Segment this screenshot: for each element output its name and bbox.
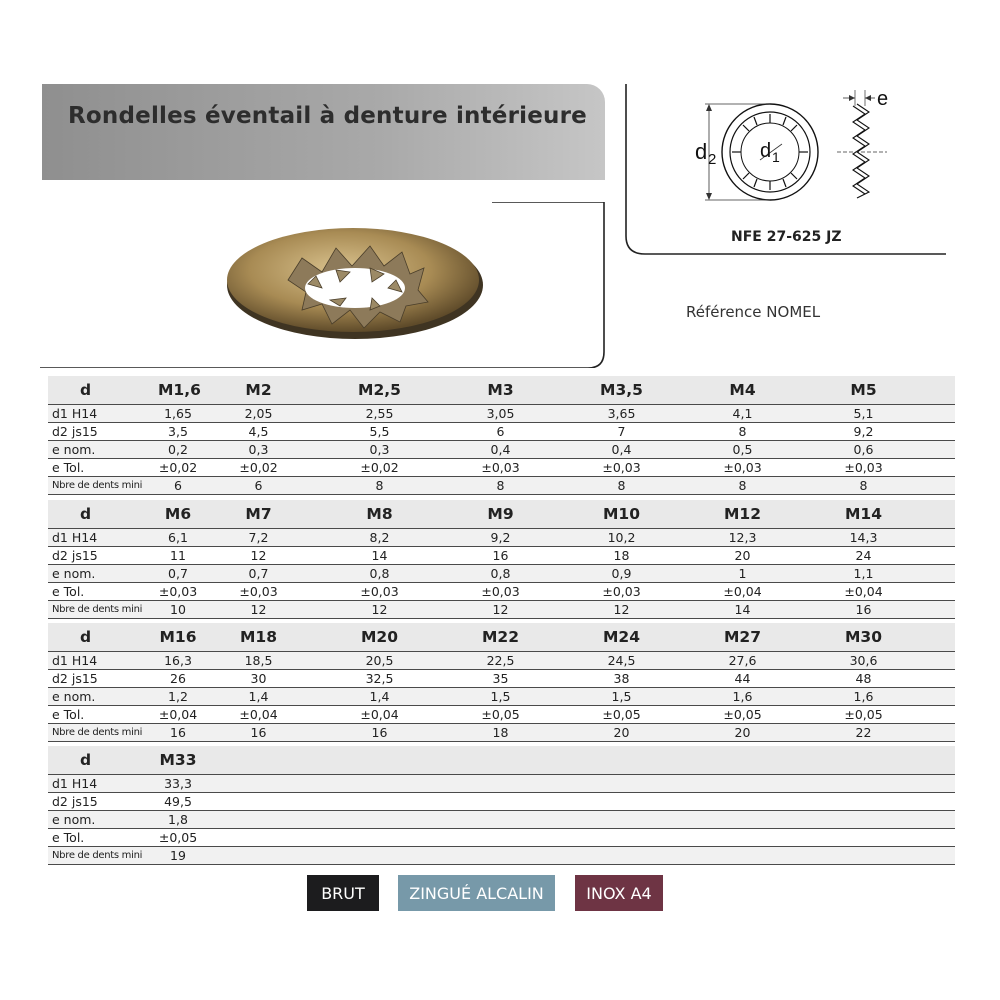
size-header-cell: M18 — [240, 628, 277, 646]
table-cell: 9,2 — [853, 424, 874, 439]
table-cell: 18 — [492, 725, 509, 740]
table-row-d1 — [48, 529, 955, 547]
table-cell: ±0,03 — [602, 460, 641, 475]
table-cell: 1,5 — [611, 689, 632, 704]
table-cell: 0,7 — [168, 566, 188, 581]
table-cell: ±0,02 — [360, 460, 399, 475]
table-row-d1 — [48, 775, 955, 793]
table-cell: 8 — [859, 478, 868, 493]
norm-label: NFE 27-625 JZ — [731, 229, 842, 245]
page-title: Rondelles éventail à denture intérieure — [68, 103, 587, 129]
table-cell: ±0,02 — [158, 460, 198, 475]
row-label-tol: e Tol. — [52, 584, 85, 599]
product-photo-frame — [40, 202, 605, 368]
diagram-e-label: e — [877, 88, 889, 110]
table-cell: 8 — [738, 424, 747, 439]
row-label-e: e nom. — [52, 812, 96, 827]
table-cell: 16,3 — [164, 653, 192, 668]
table-cell: 4,1 — [732, 406, 753, 421]
table-cell: 1,5 — [490, 689, 511, 704]
table-cell: 3,65 — [607, 406, 636, 421]
spec-table-1 — [48, 376, 955, 495]
diagram-d2-letter: d — [695, 139, 708, 164]
reference-label: Référence NOMEL — [686, 303, 821, 321]
table-cell: 5,1 — [853, 406, 874, 421]
table-row-d2 — [48, 547, 955, 565]
table-cell: 16 — [170, 725, 186, 740]
table-cell: 0,4 — [611, 442, 632, 457]
size-header-cell: M2 — [245, 381, 272, 399]
table-cell: 8,2 — [369, 530, 390, 545]
size-header-cell: M4 — [729, 381, 756, 399]
table-cell: 22,5 — [486, 653, 515, 668]
row-label-dents: Nbre de dents mini — [52, 480, 143, 491]
table-cell: 18 — [613, 548, 630, 563]
spec-table-4 — [48, 746, 955, 865]
table-cell: ±0,05 — [844, 707, 883, 722]
table-cell: 20 — [613, 725, 630, 740]
table-cell: 1,8 — [168, 812, 188, 827]
table-cell: 44 — [734, 671, 751, 686]
table-cell: 7,2 — [248, 530, 269, 545]
table-row-d2 — [48, 670, 955, 688]
table-cell: 7 — [617, 424, 626, 439]
table-cell: ±0,04 — [239, 707, 278, 722]
table-cell: ±0,04 — [723, 584, 762, 599]
table-row-tol — [48, 583, 955, 601]
table-cell: 0,9 — [611, 566, 632, 581]
table-cell: 0,4 — [490, 442, 511, 457]
table-cell: ±0,05 — [158, 830, 198, 845]
row-label-d: d — [80, 628, 92, 646]
table-cell: 0,7 — [248, 566, 269, 581]
table-cell: 26 — [170, 671, 186, 686]
table-cell: 3,5 — [168, 424, 188, 439]
size-header-cell: M9 — [487, 505, 514, 523]
table-header-row — [48, 500, 955, 529]
size-header-cell: M22 — [482, 628, 519, 646]
table-cell: 12,3 — [728, 530, 757, 545]
table-row-dents — [48, 724, 955, 742]
table-cell: 16 — [492, 548, 509, 563]
table-cell: ±0,05 — [481, 707, 520, 722]
spec-table-3 — [48, 623, 955, 742]
table-cell: 30,6 — [849, 653, 878, 668]
table-cell: 3,05 — [486, 406, 515, 421]
row-label-dents: Nbre de dents mini — [52, 850, 143, 861]
row-label-d1: d1 H14 — [52, 653, 98, 668]
row-label-tol: e Tol. — [52, 707, 85, 722]
table-header-row — [48, 746, 955, 775]
size-header-cell: M33 — [159, 751, 197, 769]
table-cell: 14 — [734, 602, 751, 617]
table-row-e — [48, 441, 955, 459]
table-cell: 49,5 — [164, 794, 192, 809]
table-cell: 1,4 — [369, 689, 390, 704]
table-row-d1 — [48, 405, 955, 423]
table-cell: 16 — [371, 725, 388, 740]
size-header-cell: M6 — [164, 505, 192, 523]
table-cell: ±0,03 — [239, 584, 278, 599]
table-cell: 0,3 — [248, 442, 269, 457]
table-row-e — [48, 688, 955, 706]
table-cell: 35 — [492, 671, 509, 686]
table-cell: 5,5 — [369, 424, 390, 439]
table-row-tol — [48, 459, 955, 477]
table-cell: 20,5 — [365, 653, 394, 668]
table-cell: 19 — [170, 848, 186, 863]
table-cell: 10,2 — [607, 530, 636, 545]
size-header-cell: M27 — [724, 628, 761, 646]
table-cell: 48 — [855, 671, 872, 686]
size-header-cell: M8 — [366, 505, 393, 523]
table-cell: 0,5 — [732, 442, 753, 457]
table-cell: 14 — [371, 548, 388, 563]
table-row-d2 — [48, 793, 955, 811]
table-cell: 11 — [170, 548, 186, 563]
washer-photo — [40, 202, 605, 368]
table-cell: 12 — [492, 602, 509, 617]
table-cell: 14,3 — [849, 530, 878, 545]
table-cell: ±0,04 — [844, 584, 883, 599]
table-cell: ±0,03 — [723, 460, 762, 475]
finish-zingue-alcalin-button[interactable]: ZINGUÉ ALCALIN — [398, 875, 555, 911]
table-cell: 1,4 — [248, 689, 269, 704]
table-cell: 27,6 — [728, 653, 757, 668]
table-cell: ±0,05 — [602, 707, 641, 722]
size-header-cell: M20 — [361, 628, 398, 646]
table-cell: 30 — [250, 671, 267, 686]
table-row-e — [48, 811, 955, 829]
row-label-e: e nom. — [52, 442, 96, 457]
diagram-d2-sub: 2 — [708, 151, 717, 168]
size-header-cell: M14 — [845, 505, 882, 523]
table-cell: 32,5 — [365, 671, 394, 686]
size-header-cell: M10 — [603, 505, 640, 523]
table-cell: 0,6 — [853, 442, 874, 457]
table-cell: 22 — [855, 725, 872, 740]
table-cell: 2,05 — [244, 406, 273, 421]
table-row-d1 — [48, 652, 955, 670]
row-label-d2: d2 js15 — [52, 794, 98, 809]
table-cell: 24,5 — [607, 653, 636, 668]
table-cell: 0,8 — [369, 566, 390, 581]
table-cell: 8 — [496, 478, 505, 493]
table-cell: 18,5 — [244, 653, 273, 668]
row-label-d1: d1 H14 — [52, 406, 98, 421]
diagram-d1-letter: d — [760, 140, 772, 162]
table-cell: 6 — [254, 478, 263, 493]
spec-table-2 — [48, 500, 955, 619]
table-cell: 8 — [617, 478, 626, 493]
size-header-cell: M30 — [845, 628, 882, 646]
table-cell: 0,2 — [168, 442, 188, 457]
row-label-dents: Nbre de dents mini — [52, 604, 143, 615]
size-header-cell: M16 — [159, 628, 197, 646]
table-cell: 0,8 — [490, 566, 511, 581]
table-cell: 9,2 — [490, 530, 511, 545]
table-cell: ±0,03 — [158, 584, 198, 599]
table-cell: ±0,03 — [602, 584, 641, 599]
row-label-e: e nom. — [52, 566, 96, 581]
size-header-cell: M12 — [724, 505, 761, 523]
table-cell: 12 — [371, 602, 388, 617]
row-label-d: d — [80, 505, 92, 523]
table-cell: 1,2 — [168, 689, 188, 704]
table-cell: 12 — [250, 548, 267, 563]
table-cell: ±0,03 — [481, 460, 520, 475]
size-header-cell: M3 — [487, 381, 514, 399]
row-label-d2: d2 js15 — [52, 424, 98, 439]
table-row-dents — [48, 847, 955, 865]
table-cell: 33,3 — [164, 776, 192, 791]
size-header-cell: M24 — [603, 628, 640, 646]
table-cell: 6 — [496, 424, 505, 439]
table-row-e — [48, 565, 955, 583]
row-label-tol: e Tol. — [52, 830, 85, 845]
table-cell: ±0,05 — [723, 707, 762, 722]
table-cell: ±0,04 — [360, 707, 399, 722]
row-label-e: e nom. — [52, 689, 96, 704]
table-cell: 1,65 — [164, 406, 192, 421]
table-cell: ±0,02 — [239, 460, 278, 475]
table-cell: 12 — [613, 602, 630, 617]
table-row-dents — [48, 601, 955, 619]
table-cell: 38 — [613, 671, 630, 686]
table-cell: 8 — [375, 478, 384, 493]
table-row-dents — [48, 477, 955, 495]
table-cell: 1 — [738, 566, 747, 581]
row-label-d1: d1 H14 — [52, 530, 98, 545]
row-label-d2: d2 js15 — [52, 548, 98, 563]
table-cell: 16 — [250, 725, 267, 740]
row-label-d1: d1 H14 — [52, 776, 98, 791]
table-cell: 24 — [855, 548, 872, 563]
table-cell: 12 — [250, 602, 267, 617]
table-cell: 2,55 — [365, 406, 394, 421]
row-label-d: d — [80, 751, 92, 769]
table-cell: ±0,03 — [360, 584, 399, 599]
table-header-row — [48, 623, 955, 652]
table-row-tol — [48, 706, 955, 724]
table-row-d2 — [48, 423, 955, 441]
table-cell: 1,6 — [732, 689, 753, 704]
table-cell: 20 — [734, 548, 751, 563]
table-cell: ±0,04 — [158, 707, 198, 722]
table-row-tol — [48, 829, 955, 847]
table-cell: 10 — [170, 602, 186, 617]
size-header-cell: M7 — [245, 505, 272, 523]
finish-brut-button[interactable]: BRUT — [307, 875, 379, 911]
table-cell: 16 — [855, 602, 872, 617]
table-cell: 1,6 — [853, 689, 874, 704]
table-cell: 6,1 — [168, 530, 188, 545]
table-cell: 6 — [174, 478, 182, 493]
table-cell: 1,1 — [853, 566, 874, 581]
size-header-cell: M2,5 — [358, 381, 401, 399]
diagram-d1-sub: 1 — [772, 149, 780, 165]
table-cell: 4,5 — [248, 424, 269, 439]
table-cell: ±0,03 — [481, 584, 520, 599]
finish-inox-a4-button[interactable]: INOX A4 — [575, 875, 663, 911]
size-header-cell: M5 — [850, 381, 877, 399]
row-label-d: d — [80, 381, 92, 399]
table-cell: 0,3 — [369, 442, 390, 457]
title-banner — [42, 84, 605, 180]
row-label-d2: d2 js15 — [52, 671, 98, 686]
table-header-row — [48, 376, 955, 405]
row-label-tol: e Tol. — [52, 460, 85, 475]
table-cell: 8 — [738, 478, 747, 493]
table-cell: ±0,03 — [844, 460, 883, 475]
row-label-dents: Nbre de dents mini — [52, 727, 143, 738]
table-cell: 20 — [734, 725, 751, 740]
size-header-cell: M3,5 — [600, 381, 643, 399]
size-header-cell: M1,6 — [158, 381, 201, 399]
